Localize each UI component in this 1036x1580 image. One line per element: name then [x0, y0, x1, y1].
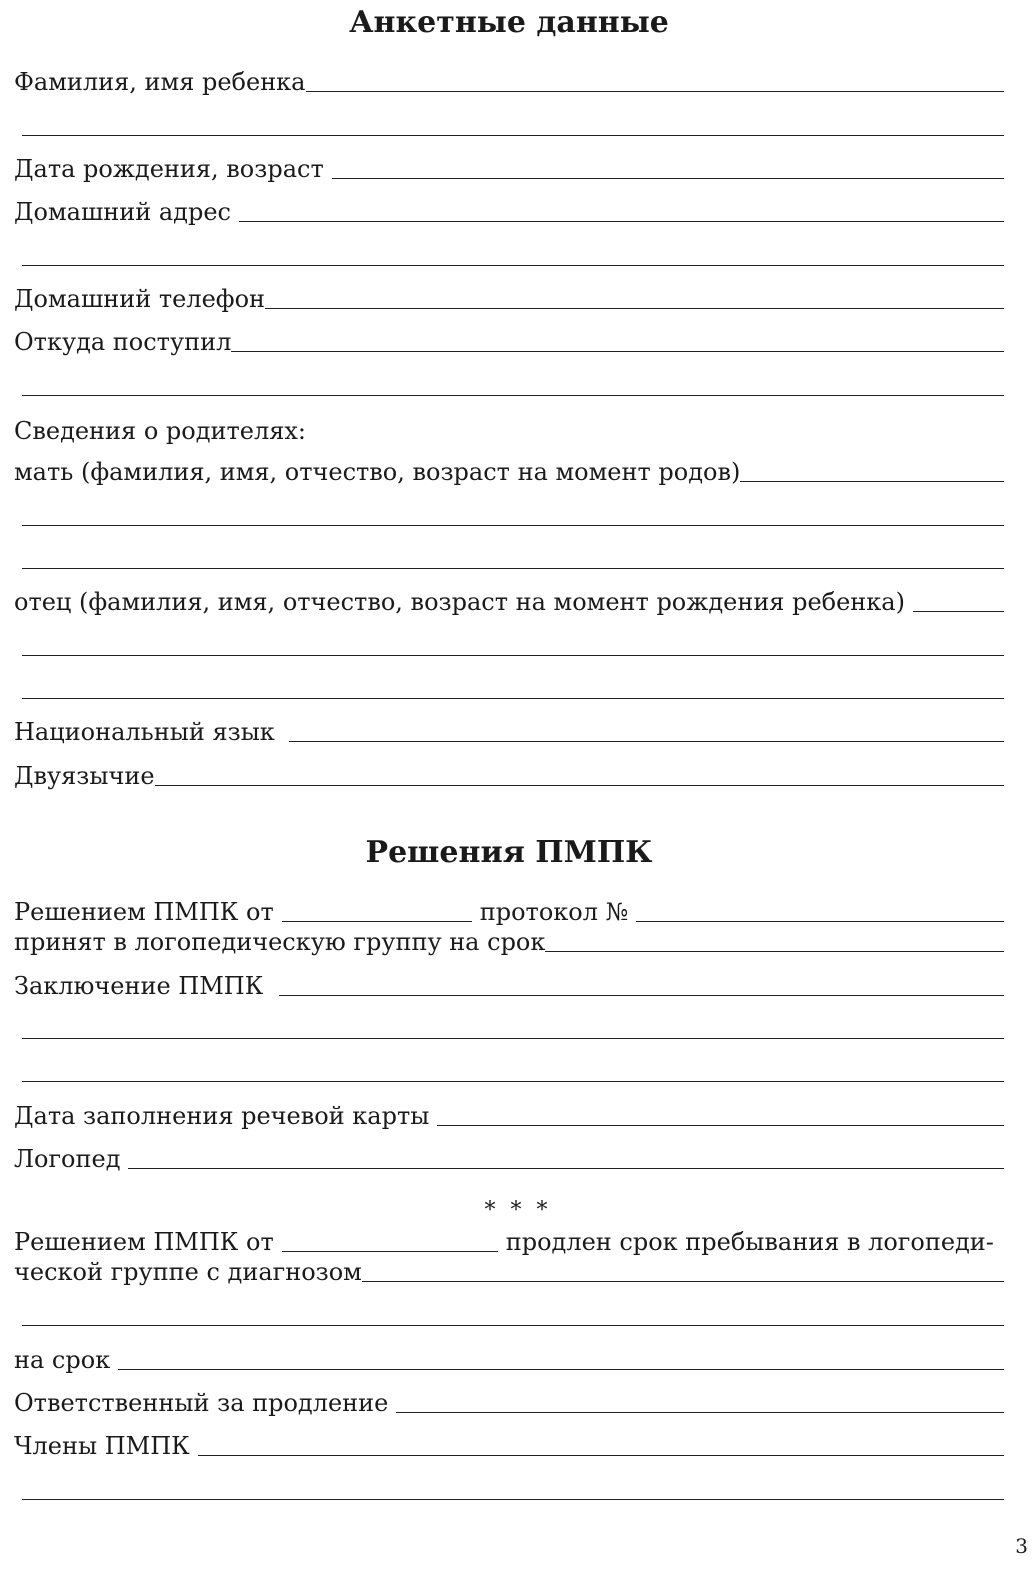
field-home-phone	[14, 283, 1004, 313]
field-conclusion	[14, 970, 1004, 1000]
blank-line-row	[22, 673, 1004, 703]
field-term	[14, 1344, 1004, 1374]
fill-line[interactable]	[231, 329, 1004, 352]
field-native-language	[14, 716, 1004, 746]
field-label: протокол №	[479, 898, 629, 926]
fill-line[interactable]	[437, 1103, 1004, 1126]
field-label: продлен срок пребывания в логопеди-	[505, 1228, 994, 1256]
fill-line[interactable]	[22, 243, 1004, 266]
blank-line-row	[22, 1474, 1004, 1504]
fill-line[interactable]	[22, 1303, 1004, 1326]
field-label: Логопед	[14, 1145, 121, 1173]
field-fill-date	[14, 1100, 1004, 1130]
fill-line[interactable]	[913, 589, 1004, 612]
blank-line-row	[22, 110, 1004, 140]
parents-heading: Сведения о родителях:	[14, 417, 306, 445]
fill-line[interactable]	[22, 373, 1004, 396]
fill-line[interactable]	[396, 1390, 1004, 1413]
separator-stars: * * *	[484, 1198, 552, 1223]
field-home-address	[14, 196, 1004, 226]
fill-line[interactable]	[118, 1347, 1004, 1370]
field-decision-date-2	[14, 1226, 1004, 1256]
field-label: Дата заполнения речевой карты	[14, 1102, 430, 1130]
fill-line[interactable]	[740, 459, 1004, 482]
field-came-from	[14, 326, 1004, 356]
section-title-questionnaire: Анкетные данные	[349, 5, 669, 40]
blank-line-row	[22, 1056, 1004, 1086]
fill-line[interactable]	[282, 1229, 498, 1252]
fill-line[interactable]	[282, 899, 472, 922]
field-bilingualism	[14, 760, 1004, 790]
fill-line[interactable]	[22, 503, 1004, 526]
section-title-decisions: Решения ПМПК	[365, 835, 653, 870]
fill-line[interactable]	[22, 546, 1004, 569]
field-responsible	[14, 1387, 1004, 1417]
fill-line[interactable]	[306, 69, 1005, 92]
fill-line[interactable]	[332, 156, 1004, 179]
field-child-name	[14, 66, 1004, 96]
blank-line-row	[22, 500, 1004, 530]
field-label: принят в логопедическую группу на срок	[14, 928, 546, 956]
field-label: отец (фамилия, имя, отчество, возраст на момент рождения ребенка)	[14, 588, 905, 616]
field-diagnosis	[14, 1256, 1004, 1286]
fill-line[interactable]	[22, 1059, 1004, 1082]
fill-line[interactable]	[128, 1146, 1004, 1169]
field-label: Национальный язык	[14, 718, 275, 746]
field-label: Решением ПМПК от	[14, 1228, 274, 1256]
field-label: Откуда поступил	[14, 328, 232, 356]
fill-line[interactable]	[545, 929, 1004, 952]
fill-line[interactable]	[265, 286, 1004, 309]
blank-line-row	[22, 543, 1004, 573]
field-label: Фамилия, имя ребенка	[14, 68, 306, 96]
field-label: ческой группе с диагнозом	[14, 1258, 362, 1286]
form-page	[14, 0, 1004, 1580]
field-mother	[14, 456, 1004, 486]
fill-line[interactable]	[22, 1477, 1004, 1500]
field-label: Заключение ПМПК	[14, 972, 264, 1000]
field-label: Домашний адрес	[14, 198, 231, 226]
field-label: Двуязычие	[14, 762, 155, 790]
fill-line[interactable]	[636, 899, 1004, 922]
field-speech-therapist	[14, 1143, 1004, 1173]
blank-line-row	[22, 370, 1004, 400]
field-birth-date	[14, 153, 1004, 183]
field-father	[14, 586, 1004, 616]
field-accepted-term	[14, 926, 1004, 956]
field-label: Домашний телефон	[14, 285, 266, 313]
field-label: Члены ПМПК	[14, 1432, 190, 1460]
field-decision-date	[14, 896, 1004, 926]
blank-line-row	[22, 1013, 1004, 1043]
page-number: 3	[1015, 1534, 1028, 1558]
fill-line[interactable]	[155, 763, 1004, 786]
fill-line[interactable]	[22, 633, 1004, 656]
blank-line-row	[22, 630, 1004, 660]
fill-line[interactable]	[22, 676, 1004, 699]
fill-line[interactable]	[289, 719, 1004, 742]
field-label: мать (фамилия, имя, отчество, возраст на момент родов)	[14, 458, 741, 486]
blank-line-row	[22, 1300, 1004, 1330]
fill-line[interactable]	[239, 199, 1004, 222]
field-members	[14, 1430, 1004, 1460]
fill-line[interactable]	[22, 113, 1004, 136]
field-label: на срок	[14, 1346, 111, 1374]
fill-line[interactable]	[279, 973, 1004, 996]
field-label: Решением ПМПК от	[14, 898, 274, 926]
fill-line[interactable]	[22, 1016, 1004, 1039]
blank-line-row	[22, 240, 1004, 270]
fill-line[interactable]	[198, 1433, 1004, 1456]
field-label: Дата рождения, возраст	[14, 155, 324, 183]
fill-line[interactable]	[362, 1259, 1004, 1282]
field-label: Ответственный за продление	[14, 1389, 389, 1417]
